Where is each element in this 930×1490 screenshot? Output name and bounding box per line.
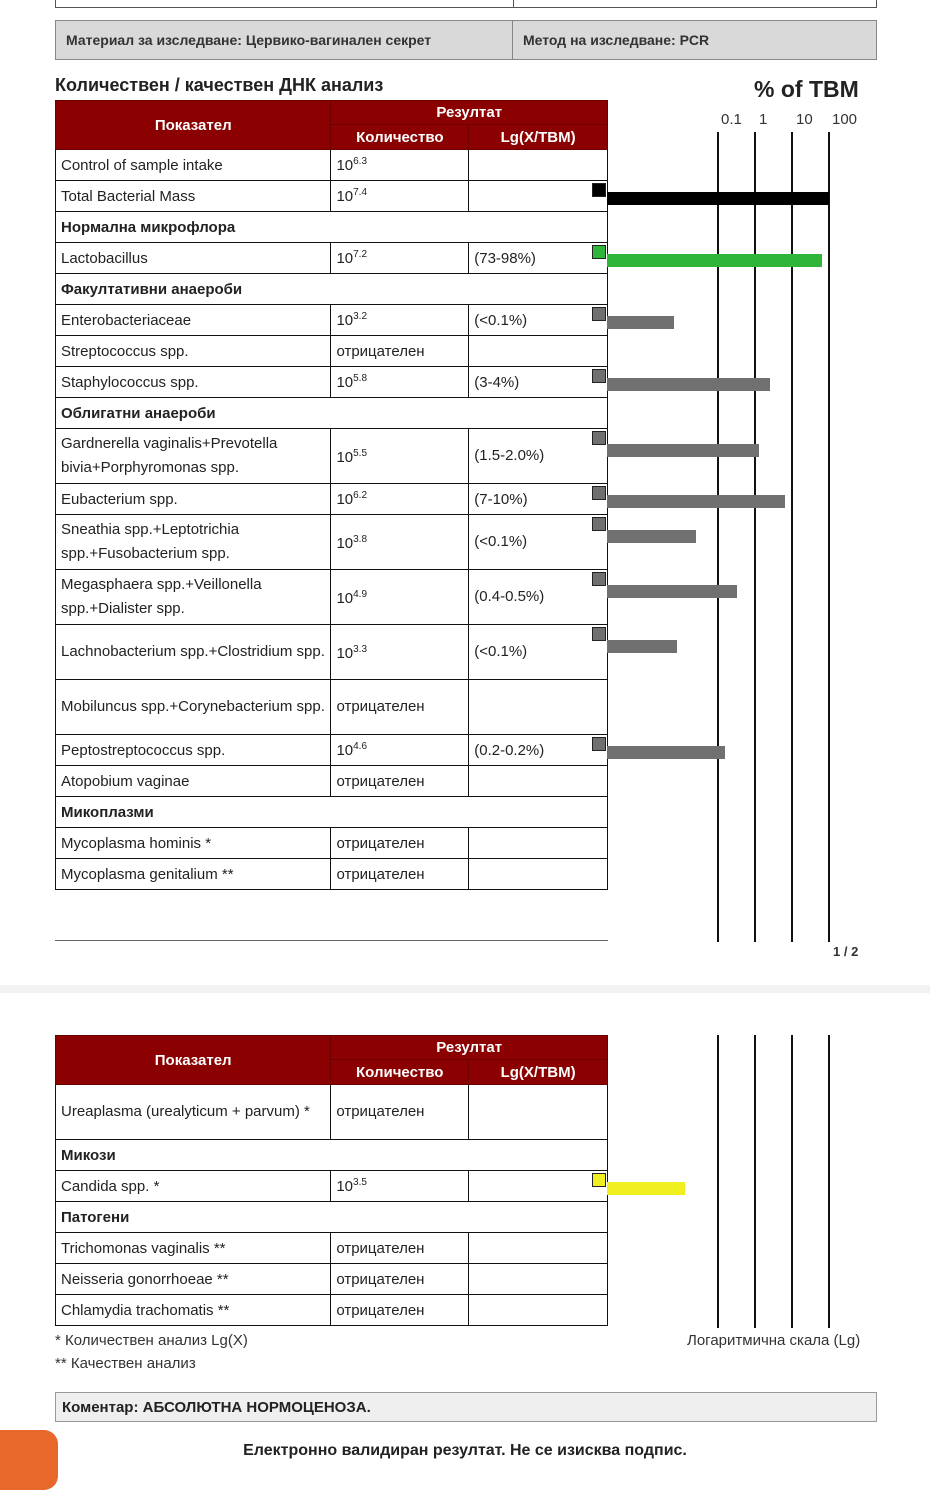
validation-note: Електронно валидиран резултат. Не се изисква подпис. <box>243 1442 687 1459</box>
table-row <box>56 1295 608 1326</box>
lg-range <box>469 367 608 398</box>
grid-line-10 <box>791 1035 793 1328</box>
indicator-name: Enterobacteriaceae <box>56 305 331 336</box>
legend-marker-gray <box>592 627 606 641</box>
quantity-base: 10 <box>336 250 354 267</box>
results-table-page2 <box>55 1035 608 1326</box>
chart-title: % of TBM <box>754 76 859 102</box>
header-lg: Lg(X/TBM) <box>469 125 608 150</box>
quantity-value <box>331 150 469 181</box>
quantity-value: отрицателен <box>331 1295 469 1326</box>
quantity-value: отрицателен <box>331 680 469 735</box>
legend-marker-gray <box>592 307 606 321</box>
range-text: (<0.1%) <box>474 311 528 329</box>
bar-candida <box>607 1182 685 1195</box>
lg-range <box>469 735 608 766</box>
table-row <box>56 1233 608 1264</box>
range-text: (1.5-2.0%) <box>474 447 545 464</box>
log-scale-label: Логаритмична скала (Lg) <box>687 1332 861 1349</box>
range-text: (<0.1%) <box>474 533 528 550</box>
indicator-name: Staphylococcus spp. <box>56 367 331 398</box>
category-row <box>56 274 608 305</box>
table-row <box>56 515 608 570</box>
quantity-base: 10 <box>336 590 354 607</box>
table-row <box>56 367 608 398</box>
bar-staphylococcus <box>607 378 770 391</box>
bar-lachnobacterium <box>607 640 677 653</box>
lg-range <box>469 1171 608 1202</box>
indicator-name: Total Bacterial Mass <box>56 181 331 212</box>
bar-eubacterium <box>607 495 785 508</box>
bar-lactobacillus <box>607 254 822 267</box>
quantity-exponent: 4.9 <box>353 589 368 600</box>
tick-label-100: 100 <box>832 111 858 128</box>
table-row <box>56 766 608 797</box>
indicator-name: Trichomonas vaginalis ** <box>56 1233 331 1264</box>
indicator-name: Candida spp. * <box>56 1171 331 1202</box>
quantity-exponent: 7.2 <box>353 249 368 260</box>
tick-label-1: 1 <box>759 111 768 128</box>
category-label: Патогени <box>56 1202 608 1233</box>
quantity-exponent: 6.3 <box>353 156 368 167</box>
lg-range <box>469 1264 608 1295</box>
legend-marker-gray <box>592 517 606 531</box>
bar-peptostreptococcus <box>607 746 725 759</box>
table-row <box>56 1264 608 1295</box>
lg-range <box>469 429 608 484</box>
footnote-quantitative: * Количествен анализ Lg(X) <box>55 1332 248 1349</box>
category-row <box>56 212 608 243</box>
quantity-base: 10 <box>336 374 354 391</box>
range-text: (<0.1%) <box>474 643 528 660</box>
legend-marker-gray <box>592 369 606 383</box>
indicator-name: Lactobacillus <box>56 243 331 274</box>
header-quantity: Количество <box>331 125 469 150</box>
legend-marker-gray <box>592 431 606 445</box>
table-row <box>56 150 608 181</box>
category-label: Облигатни анаероби <box>56 398 608 429</box>
tick-label-10: 10 <box>796 111 813 128</box>
lg-range <box>469 336 608 367</box>
table-row <box>56 859 608 890</box>
category-row <box>56 1202 608 1233</box>
bar-total <box>607 192 829 205</box>
quantity-exponent: 3.2 <box>353 311 368 322</box>
indicator-name: Neisseria gonorrhoeae ** <box>56 1264 331 1295</box>
quantity-exponent: 4.6 <box>353 741 368 752</box>
method-label: Метод на изследване: PCR <box>523 32 710 48</box>
quantity-value <box>331 1171 469 1202</box>
lg-range <box>469 1233 608 1264</box>
range-text: (0.4-0.5%) <box>474 588 545 605</box>
quantity-base: 10 <box>336 312 354 329</box>
quantity-value <box>331 515 469 570</box>
legend-marker-green <box>592 245 606 259</box>
lg-range <box>469 1085 608 1140</box>
comment-box: Коментар: АБСОЛЮТНА НОРМОЦЕНОЗА. <box>55 1392 877 1422</box>
quantity-value <box>331 429 469 484</box>
indicator-name: Peptostreptococcus spp. <box>56 735 331 766</box>
quantity-exponent: 3.5 <box>353 1177 367 1188</box>
indicator-name: Atopobium vaginae <box>56 766 331 797</box>
lg-range <box>469 859 608 890</box>
table-row <box>56 484 608 515</box>
quantity-base: 10 <box>336 742 354 759</box>
range-text: (73-98%) <box>474 249 536 267</box>
grid-line-1 <box>754 1035 756 1328</box>
table-row <box>56 181 608 212</box>
range-text: (7-10%) <box>474 490 528 508</box>
floating-action-button[interactable] <box>0 1430 58 1490</box>
quantity-value <box>331 625 469 680</box>
quantity-value: отрицателен <box>331 859 469 890</box>
grid-line-0.1 <box>717 1035 719 1328</box>
grid-line-100 <box>828 132 830 942</box>
legend-marker-gray <box>592 737 606 751</box>
category-label: Микози <box>56 1140 608 1171</box>
quantity-value: отрицателен <box>331 1085 469 1140</box>
results-table-page1 <box>55 100 608 890</box>
quantity-value <box>331 735 469 766</box>
page-number: 1 / 2 <box>833 944 859 959</box>
quantity-value: отрицателен <box>331 1233 469 1264</box>
bar-enterobacteriaceae <box>607 316 674 329</box>
lg-range <box>469 625 608 680</box>
section-title: Количествен / качествен ДНК анализ <box>55 75 384 95</box>
sample-info-bar <box>55 20 877 60</box>
material-label: Материал за изследване: Цервико-вагинален секрет <box>56 21 513 59</box>
category-label: Факултативни анаероби <box>56 274 608 305</box>
lg-range <box>469 150 608 181</box>
footnote-qualitative: ** Качествен анализ <box>55 1355 196 1372</box>
table-row <box>56 570 608 625</box>
table-row <box>56 680 608 735</box>
quantity-value: отрицателен <box>331 828 469 859</box>
indicator-name: Ureaplasma (urealyticum + parvum) * <box>56 1085 331 1140</box>
lg-range <box>469 680 608 735</box>
bar-gardnerella <box>607 444 759 457</box>
category-row <box>56 797 608 828</box>
quantity-base: 10 <box>336 1178 354 1195</box>
category-label: Микоплазми <box>56 797 608 828</box>
quantity-value <box>331 243 469 274</box>
legend-marker-black <box>592 183 606 197</box>
category-row <box>56 1140 608 1171</box>
header-quantity: Количество <box>331 1060 469 1085</box>
legend-marker-gray <box>592 572 606 586</box>
indicator-name: Eubacterium spp. <box>56 484 331 515</box>
indicator-name: Control of sample intake <box>56 150 331 181</box>
indicator-name: Streptococcus spp. <box>56 336 331 367</box>
legend-marker-gray <box>592 486 606 500</box>
grid-line-100 <box>828 1035 830 1328</box>
quantity-value <box>331 181 469 212</box>
table-row <box>56 625 608 680</box>
indicator-name: Sneathia spp.+Leptotrichia spp.+Fusobacterium spp. <box>56 515 331 570</box>
quantity-base: 10 <box>336 645 354 662</box>
table-row <box>56 305 608 336</box>
legend-marker-yellow <box>592 1173 606 1187</box>
page-separator <box>0 985 930 993</box>
header-indicator: Показател <box>56 101 331 150</box>
indicator-name: Mycoplasma genitalium ** <box>56 859 331 890</box>
lg-range <box>469 515 608 570</box>
header-indicator: Показател <box>56 1036 331 1085</box>
quantity-value: отрицателен <box>331 1264 469 1295</box>
lg-range <box>469 1295 608 1326</box>
lg-range <box>469 828 608 859</box>
indicator-name: Megasphaera spp.+Veillonella spp.+Dialister spp. <box>56 570 331 625</box>
quantity-exponent: 5.8 <box>353 373 368 384</box>
range-text: (3-4%) <box>474 373 520 391</box>
header-result: Резултат <box>331 1036 608 1060</box>
quantity-base: 10 <box>336 157 354 174</box>
table-row <box>56 1171 608 1202</box>
quantity-exponent: 3.8 <box>353 534 368 545</box>
lg-range <box>469 305 608 336</box>
table-row <box>56 243 608 274</box>
lg-range <box>469 181 608 212</box>
indicator-name: Mobiluncus spp.+Corynebacterium spp. <box>56 680 331 735</box>
table-row <box>56 1085 608 1140</box>
indicator-name: Mycoplasma hominis * <box>56 828 331 859</box>
quantity-exponent: 3.3 <box>353 644 368 655</box>
quantity-base: 10 <box>336 449 354 466</box>
table-row <box>56 336 608 367</box>
page-footer-line <box>55 940 608 941</box>
header-lg: Lg(X/TBM) <box>469 1060 608 1085</box>
bar-sneathia <box>607 530 696 543</box>
category-row <box>56 398 608 429</box>
lg-range <box>469 766 608 797</box>
table-row <box>56 429 608 484</box>
category-label: Нормална микрофлора <box>56 212 608 243</box>
quantity-value: отрицателен <box>331 766 469 797</box>
header-result: Резултат <box>331 101 608 125</box>
quantity-value <box>331 484 469 515</box>
lg-range <box>469 243 608 274</box>
previous-info-box <box>55 0 877 8</box>
quantity-exponent: 5.5 <box>353 448 368 459</box>
quantity-value <box>331 305 469 336</box>
indicator-name: Lachnobacterium spp.+Clostridium spp. <box>56 625 331 680</box>
range-text: (0.2-0.2%) <box>474 741 545 759</box>
quantity-base: 10 <box>336 188 354 205</box>
table-row <box>56 828 608 859</box>
tick-label-0.1: 0.1 <box>721 111 742 128</box>
quantity-value: отрицателен <box>331 336 469 367</box>
table-row <box>56 735 608 766</box>
quantity-exponent: 7.4 <box>353 187 368 198</box>
indicator-name: Chlamydia trachomatis ** <box>56 1295 331 1326</box>
quantity-exponent: 6.2 <box>353 490 368 501</box>
lg-range <box>469 484 608 515</box>
quantity-base: 10 <box>336 491 354 508</box>
quantity-base: 10 <box>336 535 354 552</box>
bar-megasphaera <box>607 585 737 598</box>
indicator-name: Gardnerella vaginalis+Prevotella bivia+Porphyromonas spp. <box>56 429 331 484</box>
quantity-value <box>331 570 469 625</box>
quantity-value <box>331 367 469 398</box>
lg-range <box>469 570 608 625</box>
